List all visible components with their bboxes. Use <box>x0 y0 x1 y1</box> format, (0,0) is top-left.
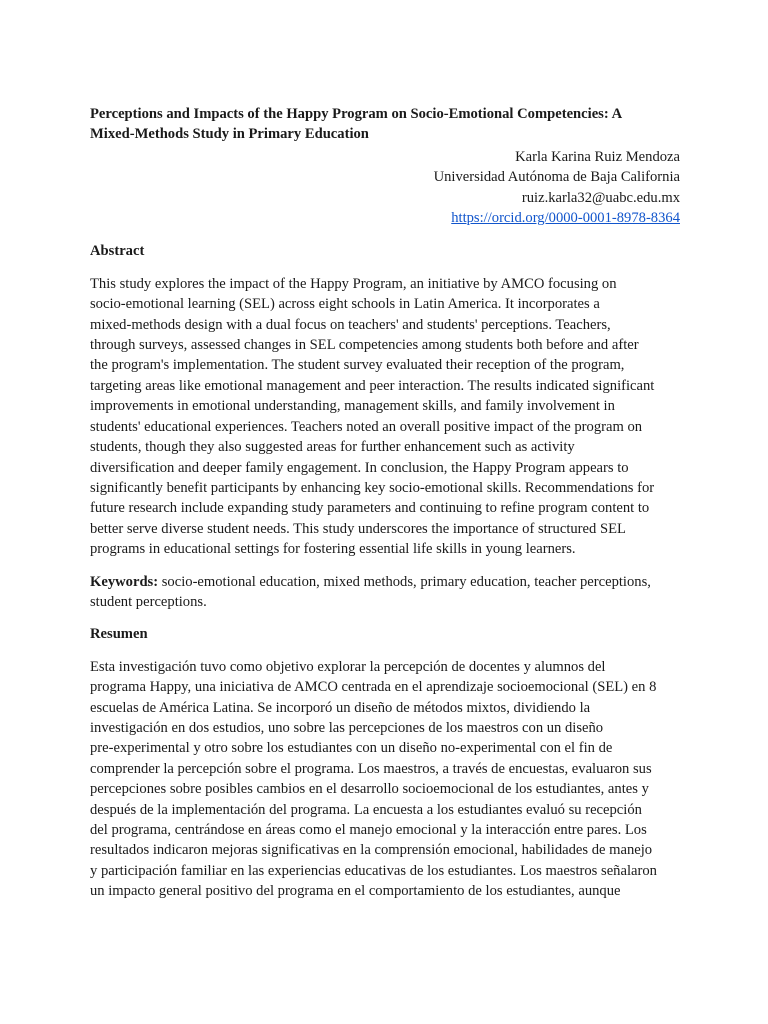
abstract-line: students, though they also suggested areas for further enhancement such as activity <box>90 439 575 456</box>
resumen-line: investigación en dos estudios, uno sobre las percepciones de los maestros con un diseño <box>90 719 604 736</box>
abstract-line: socio-emotional learning (SEL) across eight schools in Latin America. It incorporates a <box>90 296 600 313</box>
paper-title-line-1: Perceptions and Impacts of the Happy Program on Socio-Emotional Competencies: A <box>90 106 623 122</box>
resumen-line: del programa, centrándose en áreas como el manejo emocional y la interacción entre pares. Los <box>90 822 647 838</box>
resumen-line: percepciones sobre posibles cambios en el desarrollo socioemocional de los estudiantes, antes y <box>90 781 649 798</box>
resumen-line: pre-experimental y otro sobre los estudiantes con un diseño no-experimental con el fin de <box>90 740 613 757</box>
author-email: ruiz.karla32@uabc.edu.mx <box>521 189 680 206</box>
abstract-line: programs in educational settings for fostering essential life skills in young learners. <box>90 541 576 558</box>
resumen-line: Esta investigación tuvo como objetivo explorar la percepción de docentes y alumnos del <box>90 658 606 675</box>
author-affiliation: Universidad Autónoma de Baja California <box>433 169 680 186</box>
resumen-line: comprender la percepción sobre el programa. Los maestros, a través de encuestas, evaluaron sus <box>90 760 652 777</box>
abstract-line: This study explores the impact of the Happy Program, an initiative by AMCO focusing on <box>90 275 617 292</box>
resumen-line: y participación familiar en las experiencias educativas de los estudiantes. Los maestros señalaron <box>90 862 657 879</box>
keywords-paragraph <box>90 572 680 613</box>
abstract-line: through surveys, assessed changes in SEL competencies among students both before and after <box>90 337 639 354</box>
abstract-line: mixed-methods design with a dual focus on teachers' and students' perceptions. Teachers, <box>90 316 611 333</box>
keywords-label: Keywords: <box>90 573 159 590</box>
resumen-heading: Resumen <box>90 626 148 643</box>
paper-title-line-2: Mixed-Methods Study in Primary Education <box>90 126 369 143</box>
resumen-line: programa Happy, una iniciativa de AMCO centrada en el aprendizaje socioemocional (SEL) en 8 <box>90 679 657 696</box>
abstract-line: future research include expanding study parameters and continuing to refine program content to <box>90 500 650 517</box>
resumen-line: escuelas de América Latina. Se incorporó un diseño de métodos mixtos, dividiendo la <box>90 699 591 716</box>
abstract-paragraph <box>90 274 680 560</box>
abstract-line: improvements in emotional understanding, management skills, and family involvement in <box>90 398 615 415</box>
abstract-line: targeting areas like emotional management and peer interaction. The results indicated significant <box>90 377 655 394</box>
abstract-line: diversification and deeper family engagement. In conclusion, the Happy Program appears to <box>90 459 629 476</box>
document-page <box>90 104 680 902</box>
paper-title <box>90 104 680 145</box>
abstract-heading: Abstract <box>90 243 145 260</box>
author-block <box>90 147 680 229</box>
resumen-line: resultados indicaron mejoras significativas en la comprensión emocional, habilidades de manejo <box>90 842 653 859</box>
keywords-text: student perceptions. <box>90 593 207 610</box>
resumen-line: después de la implementación del programa. La encuesta a los estudiantes evaluó su recepción <box>90 801 642 818</box>
author-name: Karla Karina Ruiz Mendoza <box>515 148 680 165</box>
abstract-line: students' educational experiences. Teachers noted an overall positive impact of the program on <box>90 418 643 435</box>
resumen-line: un impacto general positivo del programa en el comportamiento de los estudiantes, aunque <box>90 883 621 900</box>
orcid-link[interactable]: https://orcid.org/0000-0001-8978-8364 <box>451 210 680 227</box>
abstract-line: significantly benefit participants by enhancing key socio-emotional skills. Recommendations for <box>90 479 655 496</box>
resumen-paragraph <box>90 657 680 902</box>
abstract-line: the program's implementation. The student survey evaluated their reception of the program, <box>90 357 625 374</box>
keywords-text: socio-emotional education, mixed methods, primary education, teacher perceptions, <box>158 573 651 590</box>
abstract-line: better serve diverse student needs. This study underscores the importance of structured SEL <box>90 520 626 537</box>
